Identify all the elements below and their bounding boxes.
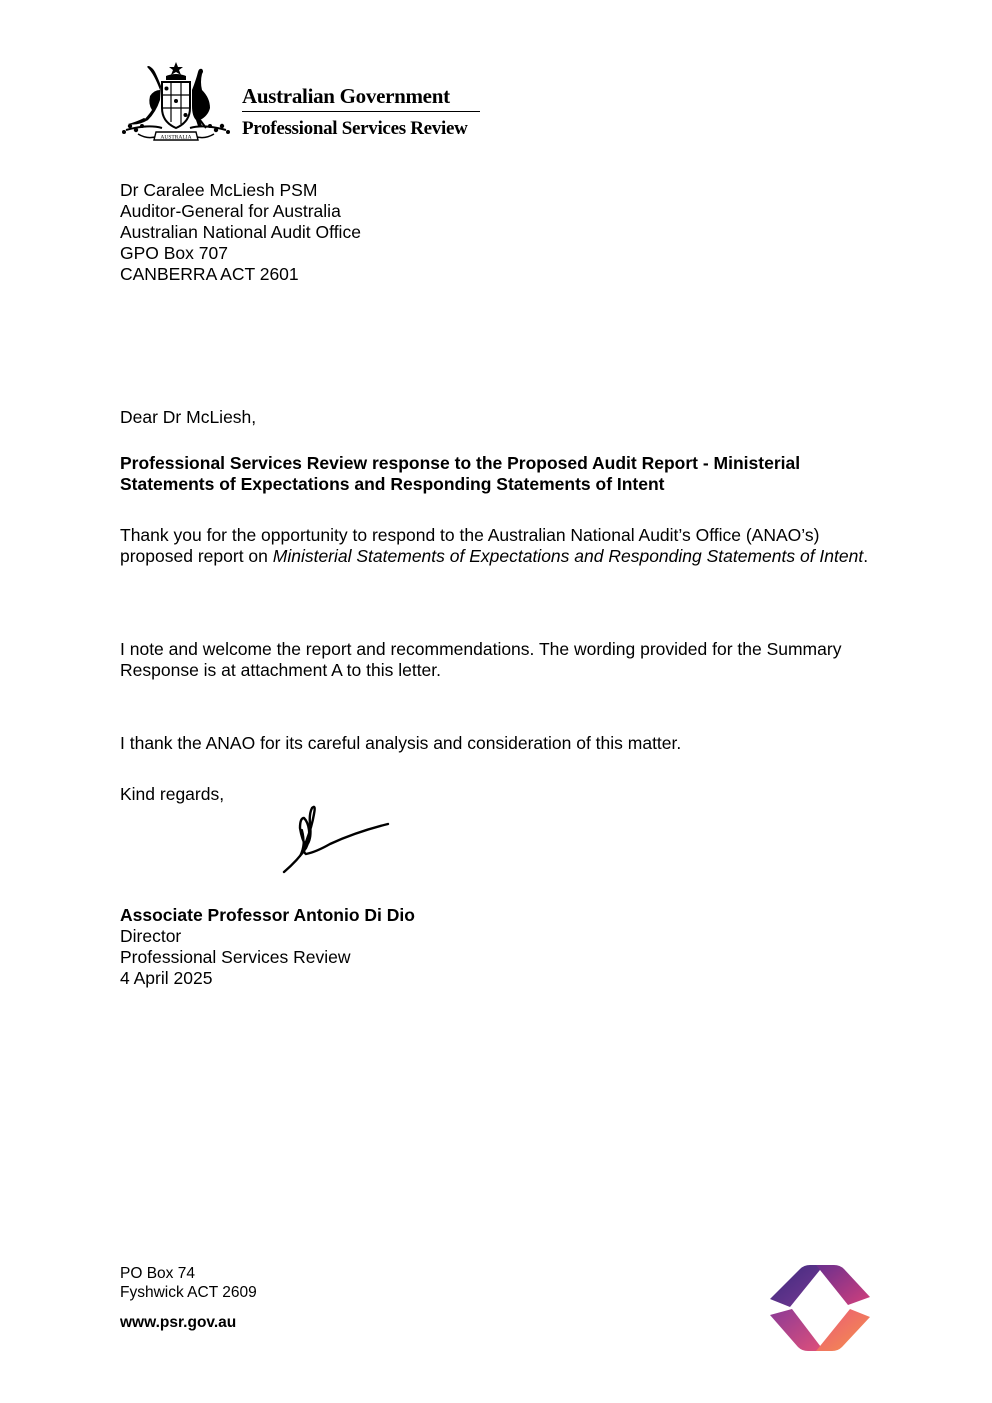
recipient-postal-box: GPO Box 707 [120, 243, 228, 263]
report-title: Ministerial Statements of Expectations and Responding Statements of Intent [272, 546, 864, 566]
signatory-title: Director [120, 926, 182, 946]
footer-website-link[interactable]: www.psr.gov.au [120, 1314, 237, 1331]
signatory-name: Associate Professor Antonio Di Dio [120, 905, 415, 925]
footer-po-box: PO Box 74 [120, 1265, 195, 1282]
para1-end: . [863, 546, 869, 566]
para1-text: Thank you for the opportunity to respond to the Australian National Audit’s Office (ANAO’s) proposed report on [120, 525, 820, 566]
signatory-block [120, 905, 415, 989]
closing: Kind regards, [120, 784, 225, 804]
agency-title: Professional Services Review [242, 118, 468, 139]
recipient-city: CANBERRA ACT 2601 [120, 264, 299, 284]
body-paragraph-2: I note and welcome the report and recommendations. The wording provided for the Summary Response is at attachment A to this letter. [120, 639, 842, 680]
government-title: Australian Government [242, 84, 450, 108]
body-paragraph-1 [120, 525, 880, 567]
psr-logo [768, 1263, 872, 1353]
recipient-position: Auditor-General for Australia [120, 201, 341, 221]
crest-scroll-text: AUSTRALIA [160, 134, 192, 141]
footer-address [120, 1264, 257, 1302]
letter-date: 4 April 2025 [120, 968, 213, 988]
letterhead-divider [242, 111, 480, 112]
body-paragraph-3: I thank the ANAO for its careful analysis and consideration of this matter. [120, 733, 682, 753]
footer-suburb: Fyshwick ACT 2609 [120, 1284, 257, 1301]
salutation: Dear Dr McLiesh, [120, 407, 257, 427]
subject-line: Professional Services Review response to the Proposed Audit Report - Ministerial Statements of Expectations and Responding Statements of Intent [120, 453, 801, 494]
signature-image [276, 800, 392, 876]
signatory-organisation: Professional Services Review [120, 947, 351, 967]
recipient-address [120, 180, 361, 285]
coat-of-arms-logo [118, 60, 234, 146]
recipient-office: Australian National Audit Office [120, 222, 361, 242]
recipient-name: Dr Caralee McLiesh PSM [120, 180, 318, 200]
